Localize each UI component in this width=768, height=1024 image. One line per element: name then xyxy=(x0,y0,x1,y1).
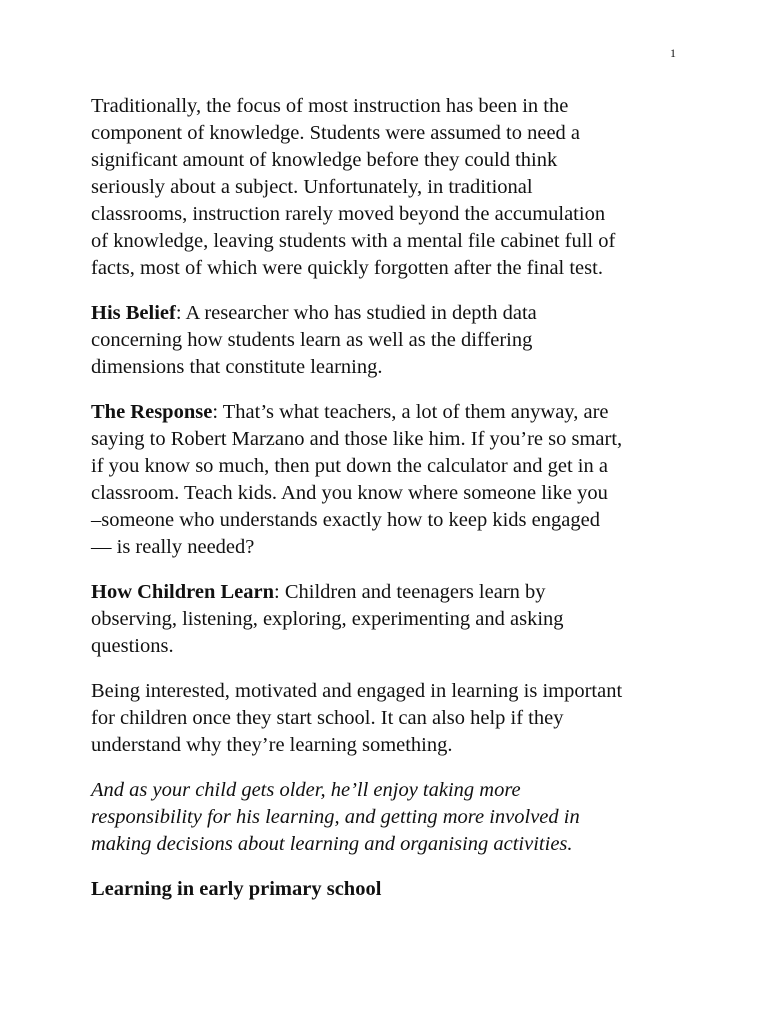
his-belief-label: His Belief xyxy=(91,302,176,324)
text-line: component of knowledge. Students were assumed to need a xyxy=(91,122,581,144)
his-belief-text: : A researcher who has studied in depth data xyxy=(175,302,537,324)
text-line: saying to Robert Marzano and those like him. If you’re so smart, xyxy=(91,428,623,450)
text-line: understand why they’re learning something. xyxy=(91,734,453,756)
text-line xyxy=(91,399,691,426)
text-line: classroom. Teach kids. And you know where someone like you xyxy=(91,482,608,504)
paragraph-how-children-learn xyxy=(91,579,691,660)
paragraph-intro xyxy=(91,93,691,282)
text-line: And as your child gets older, he’ll enjoy taking more xyxy=(91,779,521,801)
text-line: questions. xyxy=(91,635,174,657)
text-line xyxy=(91,300,691,327)
text-line xyxy=(91,579,691,606)
how-children-learn-label: How Children Learn xyxy=(91,581,274,603)
text-line: Traditionally, the focus of most instruction has been in the xyxy=(91,95,569,117)
text-line: Being interested, motivated and engaged in learning is important xyxy=(91,680,623,702)
how-children-learn-text: : Children and teenagers learn by xyxy=(274,581,546,603)
paragraph-his-belief xyxy=(91,300,691,381)
text-line: responsibility for his learning, and getting more involved in xyxy=(91,806,580,828)
text-line: seriously about a subject. Unfortunately, in traditional xyxy=(91,176,533,198)
text-line: — is really needed? xyxy=(91,536,255,558)
the-response-text: : That’s what teachers, a lot of them anyway, are xyxy=(212,401,609,423)
text-line: observing, listening, exploring, experimenting and asking xyxy=(91,608,564,630)
text-line: significant amount of knowledge before they could think xyxy=(91,149,558,171)
the-response-label: The Response xyxy=(91,401,213,423)
paragraph-engagement xyxy=(91,678,691,759)
page-number: 1 xyxy=(670,46,676,60)
section-heading: Learning in early primary school xyxy=(91,878,382,900)
text-line: dimensions that constitute learning. xyxy=(91,356,383,378)
text-line: concerning how students learn as well as the differing xyxy=(91,329,533,351)
paragraph-the-response xyxy=(91,399,691,561)
document-body xyxy=(91,93,691,921)
text-line: –someone who understands exactly how to keep kids engaged xyxy=(91,509,600,531)
text-line: if you know so much, then put down the calculator and get in a xyxy=(91,455,608,477)
text-line: making decisions about learning and organising activities. xyxy=(91,833,573,855)
text-line: for children once they start school. It can also help if they xyxy=(91,707,564,729)
paragraph-italic-older-child xyxy=(91,777,691,858)
text-line: facts, most of which were quickly forgotten after the final test. xyxy=(91,257,603,279)
text-line: classrooms, instruction rarely moved beyond the accumulation xyxy=(91,203,606,225)
text-line: of knowledge, leaving students with a mental file cabinet full of xyxy=(91,230,616,252)
